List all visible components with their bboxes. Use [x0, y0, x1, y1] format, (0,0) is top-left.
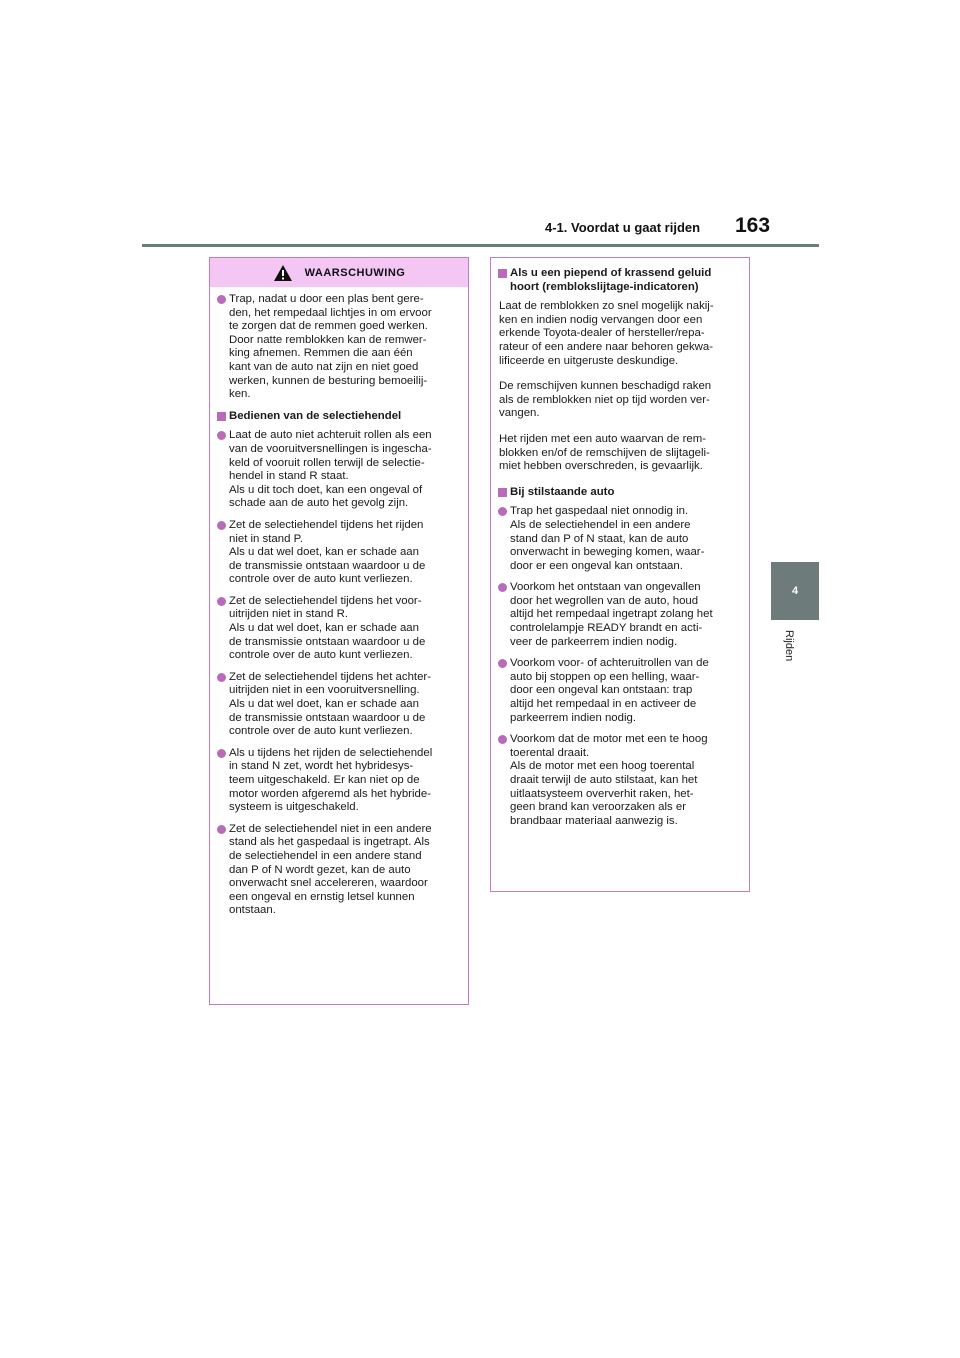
section-heading	[218, 410, 458, 424]
bullet-item	[499, 657, 739, 725]
round-bullet-icon	[217, 825, 226, 834]
text-line: toerental draait.	[510, 746, 590, 759]
text-line: Laat de auto niet achteruit rollen als een	[229, 429, 432, 442]
text-line: de transmissie ontstaan waardoor u de	[229, 559, 426, 572]
round-bullet-icon	[217, 295, 226, 304]
bullet-item	[218, 823, 458, 918]
text-line: hoort (remblokslijtage-indicatoren)	[510, 280, 699, 293]
text-line: uitrijden niet in stand R.	[229, 608, 349, 621]
text-line: king afnemen. Remmen die aan één	[229, 347, 413, 360]
text-line: den, het rempedaal lichtjes in om ervoor	[229, 306, 432, 319]
text-line: controlelampje READY brandt en acti-	[510, 622, 703, 635]
bullet-item	[499, 733, 739, 828]
bullet-item	[499, 505, 739, 573]
text-line: geen brand kan veroorzaken als er	[510, 801, 687, 814]
bullet-item	[218, 429, 458, 511]
chapter-tab[interactable]: 4	[771, 562, 819, 620]
text-line: door er een ongeval kan ontstaan.	[510, 559, 683, 572]
text-line: brandbaar materiaal aanwezig is.	[510, 814, 678, 827]
info-box	[490, 257, 750, 892]
round-bullet-icon	[498, 659, 507, 668]
round-bullet-icon	[217, 597, 226, 606]
round-bullet-icon	[217, 749, 226, 758]
text-line: een ongeval en ernstig letsel kunnen	[229, 890, 415, 903]
text-line: door een ongeval kan ontstaan: trap	[510, 684, 693, 697]
text-line: kant van de auto nat zijn en niet goed	[229, 360, 419, 373]
text-line: parkeerrem indien nodig.	[510, 711, 637, 724]
text-line: Als de selectiehendel in een andere	[510, 518, 691, 531]
text-line: De remschijven kunnen beschadigd raken	[499, 380, 712, 393]
text-line: Voorkom voor- of achteruitrollen van de	[510, 657, 709, 670]
info-content	[491, 258, 749, 828]
text-line: niet in stand P.	[229, 532, 303, 545]
text-line: van de vooruitversnellingen is ingescha-	[229, 442, 432, 455]
text-line: Zet de selectiehendel tijdens het achter-	[229, 670, 431, 683]
section-heading	[499, 267, 739, 294]
text-line: Als u dat wel doet, kan er schade aan	[229, 546, 419, 559]
warning-title: WAARSCHUWING	[304, 266, 406, 279]
text-line: erkende Toyota-dealer of hersteller/repa-	[499, 327, 705, 340]
paragraph	[499, 380, 739, 421]
text-line: Als de motor met een hoog toerental	[510, 760, 695, 773]
square-bullet-icon	[498, 269, 507, 278]
text-line: Trap het gaspedaal niet onnodig in.	[510, 505, 689, 518]
square-bullet-icon	[498, 488, 507, 497]
text-line: Laat de remblokken zo snel mogelijk nakij-	[499, 300, 714, 313]
chapter-label: Rijden	[783, 630, 795, 662]
text-line: ken en indien nodig vervangen door een	[499, 313, 703, 326]
text-line: stand als het gaspedaal is ingetrapt. Als	[229, 836, 430, 849]
text-line: motor worden afgeremd als het hybride-	[229, 787, 431, 800]
square-bullet-icon	[217, 412, 226, 421]
text-line: Door natte remblokken kan de remwer-	[229, 333, 427, 346]
round-bullet-icon	[217, 673, 226, 682]
bullet-item	[218, 595, 458, 663]
text-line: systeem is uitgeschakeld.	[229, 801, 359, 814]
warning-triangle-icon	[273, 264, 293, 282]
text-line: onverwacht snel accelereren, waardoor	[229, 877, 428, 890]
text-line: lificeerde en uitgeruste deskundige.	[499, 354, 679, 367]
text-line: blokken en/of de remschijven de slijtageli-	[499, 446, 710, 459]
text-line: Bij stilstaande auto	[510, 485, 615, 498]
text-line: dan P of N wordt gezet, kan de auto	[229, 863, 411, 876]
text-line: rateur of een andere naar behoren gekwa-	[499, 340, 714, 353]
text-line: Als u dit toch doet, kan een ongeval of	[229, 483, 423, 496]
bullet-item	[218, 747, 458, 815]
round-bullet-icon	[498, 735, 507, 744]
text-line: Zet de selectiehendel niet in een andere	[229, 822, 432, 835]
text-line: Als u tijdens het rijden de selectiehendel	[229, 746, 433, 759]
text-line: uitrijden niet in een vooruitversnelling.	[229, 684, 420, 697]
text-line: schade aan de auto het gevolg zijn.	[229, 497, 409, 510]
text-line: Zet de selectiehendel tijdens het voor-	[229, 594, 422, 607]
page-number: 163	[735, 214, 771, 237]
text-line: hendel in stand R staat.	[229, 470, 349, 483]
text-line: Als u dat wel doet, kan er schade aan	[229, 622, 419, 635]
text-line: ken.	[229, 388, 251, 401]
text-line: onverwacht in beweging komen, waar-	[510, 546, 705, 559]
text-line: de selectiehendel in een andere stand	[229, 849, 422, 862]
text-line: veer de parkeerrem indien nodig.	[510, 635, 678, 648]
text-line: altijd het rempedaal in en activeer de	[510, 698, 697, 711]
text-line: uitlaatsysteem oververhit raken, het-	[510, 787, 694, 800]
section-title: 4-1. Voordat u gaat rijden	[545, 220, 701, 235]
text-line: keld of vooruit rollen terwijl de selectie-	[229, 456, 425, 469]
paragraph	[499, 300, 739, 368]
text-line: stand dan P of N staat, kan de auto	[510, 532, 689, 545]
text-line: in stand N zet, wordt het hybridesys-	[229, 760, 414, 773]
text-line: controle over de auto kunt verliezen.	[229, 725, 413, 738]
text-line: werken, kunnen de besturing bemoeilij-	[229, 374, 428, 387]
text-line: de transmissie ontstaan waardoor u de	[229, 711, 426, 724]
paragraph	[499, 433, 739, 474]
text-line: vangen.	[499, 407, 540, 420]
round-bullet-icon	[498, 583, 507, 592]
round-bullet-icon	[217, 521, 226, 530]
bullet-item	[499, 581, 739, 649]
text-line: teem uitgeschakeld. Er kan niet op de	[229, 774, 420, 786]
bullet-item	[218, 293, 458, 402]
warning-box	[209, 257, 469, 1005]
header-divider	[142, 244, 819, 247]
text-line: Als u dat wel doet, kan er schade aan	[229, 698, 419, 711]
bullet-item	[218, 519, 458, 587]
text-line: altijd het rempedaal ingetrapt zolang het	[510, 608, 713, 621]
text-line: Het rijden met een auto waarvan de rem-	[499, 432, 707, 445]
text-line: controle over de auto kunt verliezen.	[229, 649, 413, 662]
text-line: Als u een piepend of krassend geluid	[510, 267, 712, 279]
text-line: draait terwijl de auto stilstaat, kan het	[510, 774, 698, 786]
text-line: miet hebben overschreden, is gevaarlijk.	[499, 460, 703, 473]
warning-header	[210, 258, 468, 287]
text-line: door het wegrollen van de auto, houd	[510, 594, 699, 607]
text-line: Trap, nadat u door een plas bent gere-	[229, 293, 424, 305]
text-line: te zorgen dat de remmen goed werken.	[229, 320, 428, 333]
section-heading	[499, 486, 739, 500]
text-line: auto bij stoppen op een helling, waar-	[510, 670, 700, 683]
text-line: ontstaan.	[229, 904, 276, 917]
text-line: Zet de selectiehendel tijdens het rijden	[229, 518, 424, 531]
warning-content	[210, 287, 468, 918]
text-line: als de remblokken niet op tijd worden ver-	[499, 393, 710, 406]
text-line: Voorkom het ontstaan van ongevallen	[510, 581, 701, 594]
round-bullet-icon	[217, 431, 226, 440]
text-line: de transmissie ontstaan waardoor u de	[229, 635, 426, 648]
round-bullet-icon	[498, 507, 507, 516]
text-line: controle over de auto kunt verliezen.	[229, 573, 413, 586]
text-line: Voorkom dat de motor met een te hoog	[510, 733, 708, 746]
bullet-item	[218, 671, 458, 739]
text-line: Bedienen van de selectiehendel	[229, 409, 402, 422]
